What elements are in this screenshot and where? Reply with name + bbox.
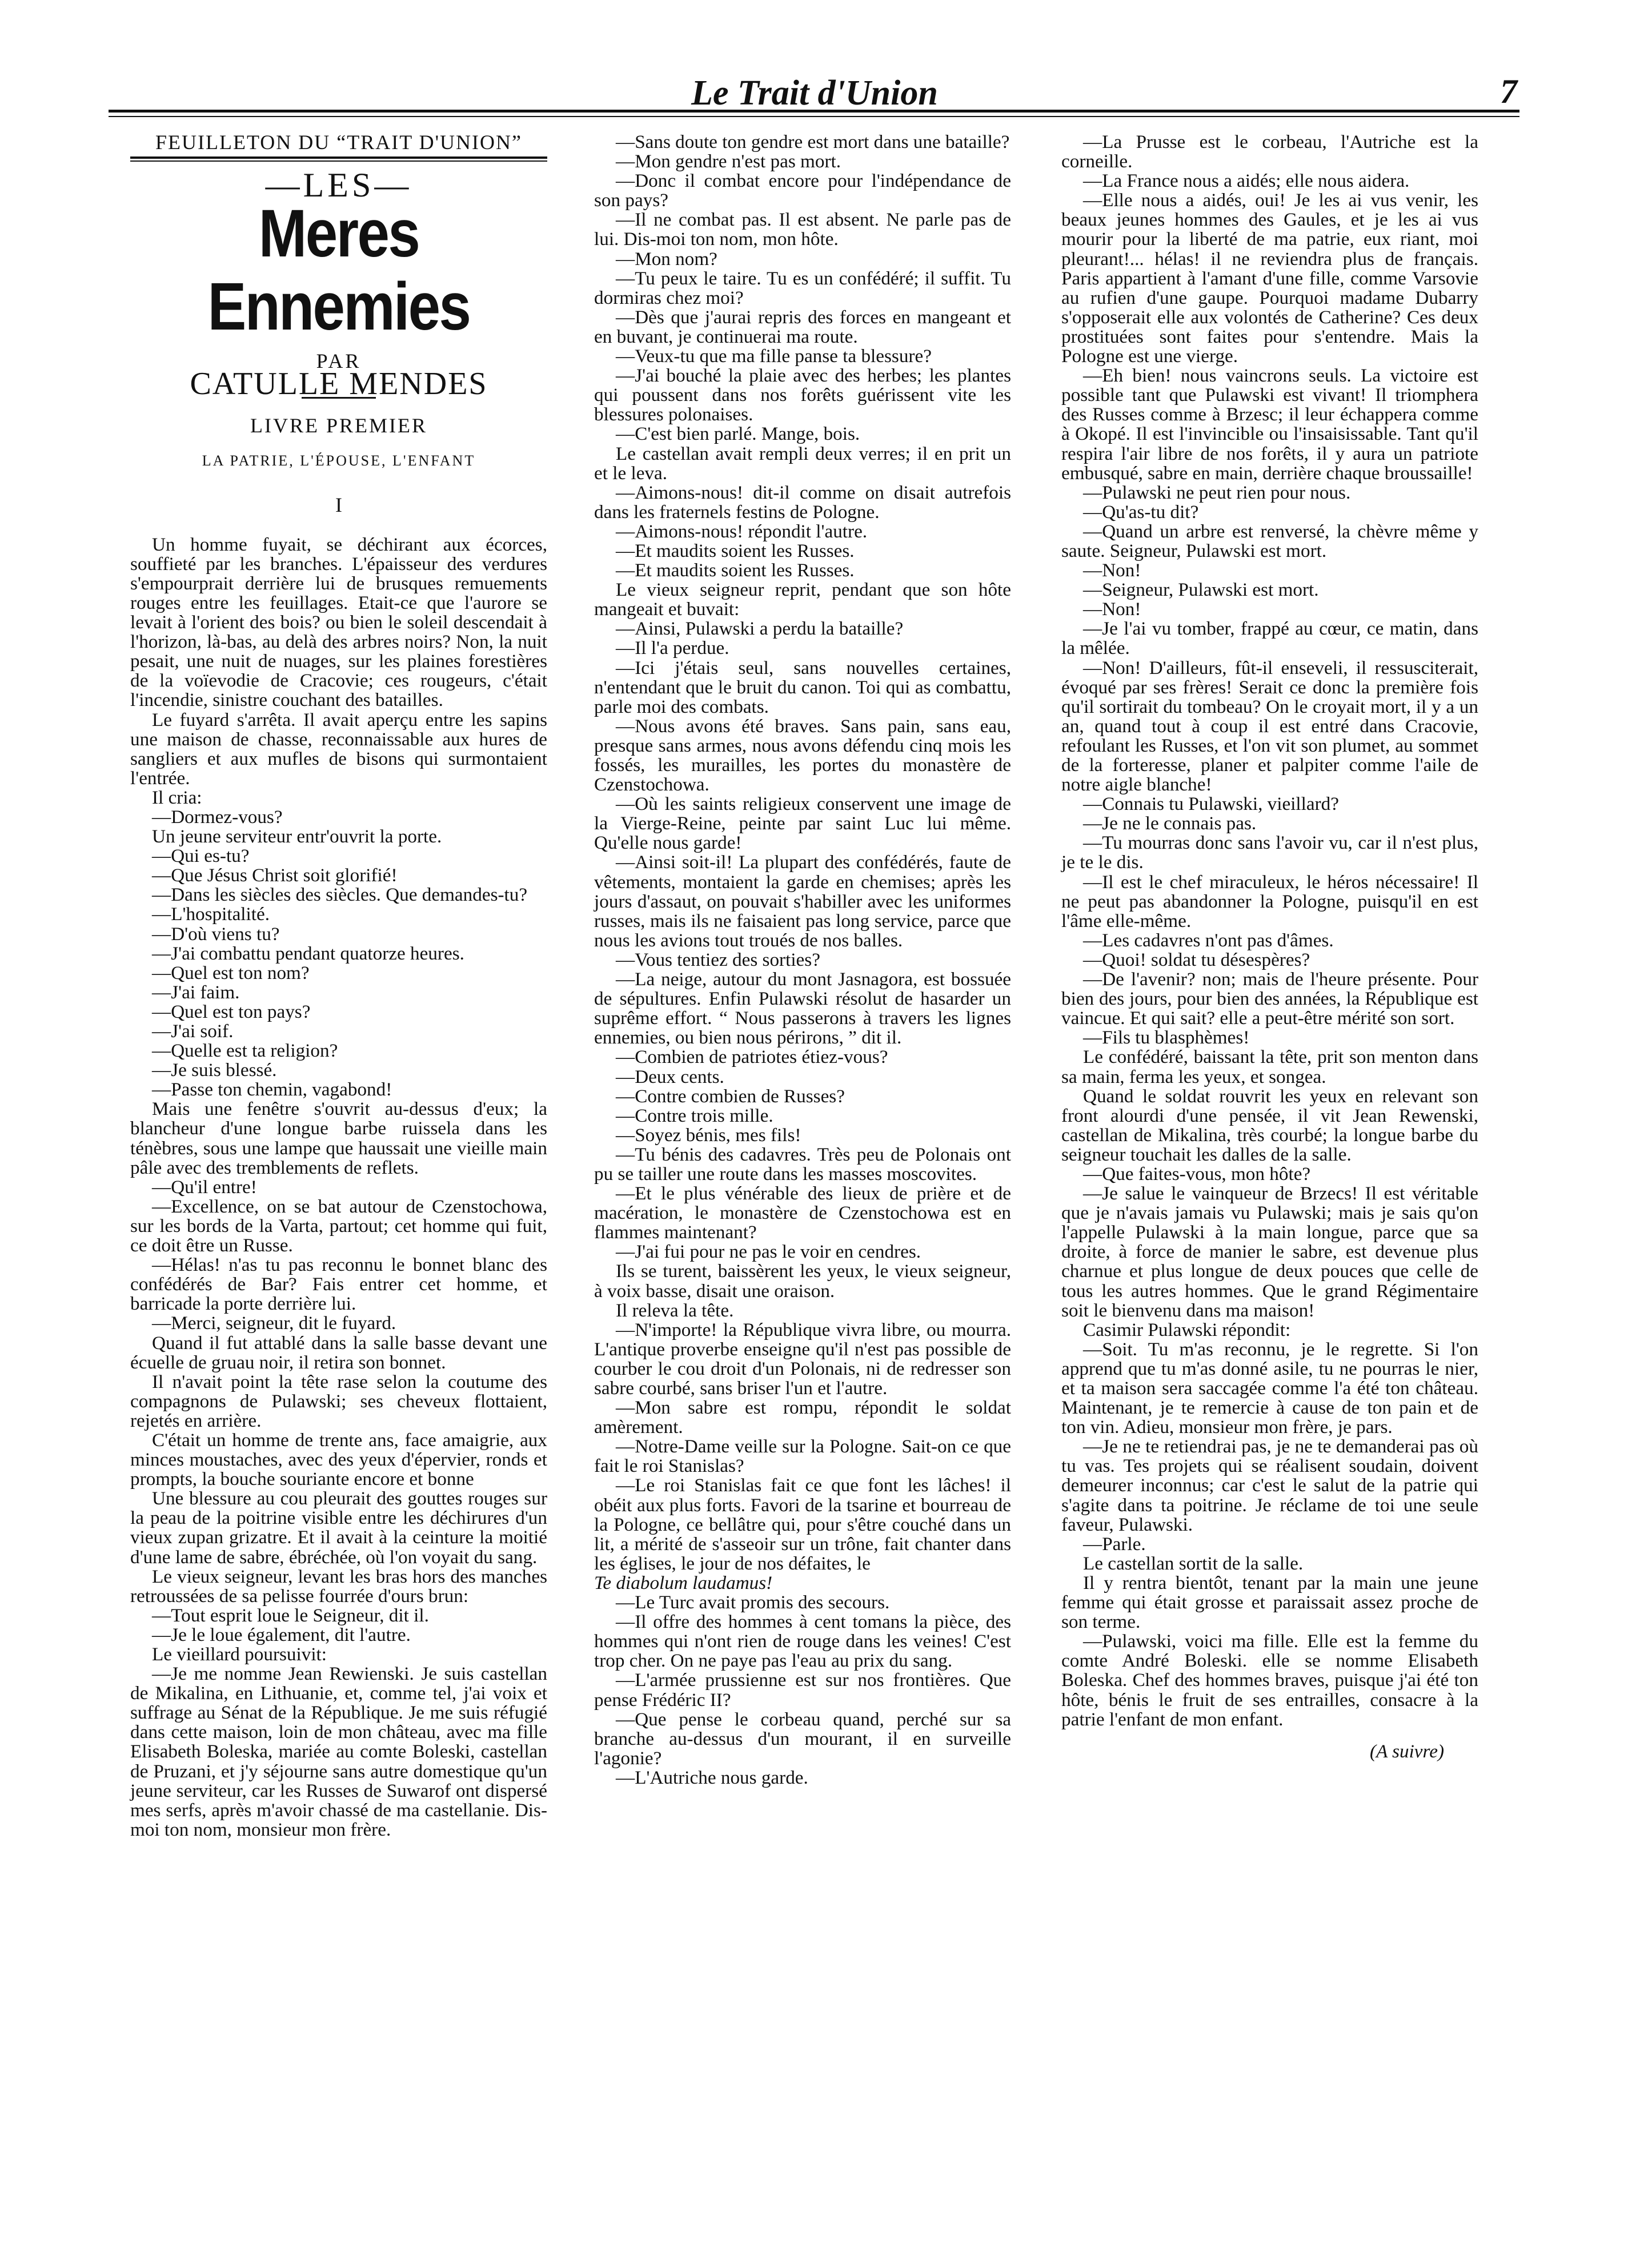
paragraph: Quand le soldat rouvrit les yeux en relevant son front alourdi d'une pensée, il vit Jean Rewenski, castellan de Mikalina, très courbé; la longue barbe du seigneur touchait les dalles de la salle. <box>1061 1085 1478 1165</box>
column-1-body <box>130 535 547 1840</box>
column-3-body <box>1061 133 1478 1729</box>
paragraph: —Soyez bénis, mes fils! <box>616 1124 801 1146</box>
paragraph: —Et le plus vénérable des lieux de prière et de macération, le monastère de Czenstochowa est en flammes maintenant? <box>594 1183 1011 1243</box>
paragraph: —Je me nomme Jean Rewienski. Je suis castellan de Mikalina, en Lithuanie, et, comme tel, j'ai voix et suffrage au Sénat de la République. Je me suis réfugié dans cette maison, loin de mon château, avec ma fille Elisabeth Boleska, mariée au comte Boleski, castellan de Pruzani, et j'y séjourne sans autre domestique qu'un jeune serviteur, car les Russes de Suwarof ont dispersé mes serfs, après m'avoir chassé de ma castellanie. Dis-moi ton nom, monsieur mon frère. <box>130 1663 547 1840</box>
paragraph: —J'ai soif. <box>152 1021 234 1042</box>
paragraph: —Pulawski, voici ma fille. Elle est la femme du comte André Boleski. elle se nomme Elisabeth Boleska. Chef des hommes braves, puisque j'ai été ton hôte, bénis le fruit de ses entrailles, consacre à la patrie l'enfant de mon enfant. <box>1061 1631 1478 1730</box>
paragraph: Un homme fuyait, se déchirant aux écorces, souffieté par les branches. L'épaisseur des verdures s'empourprait derrière lui de brusques remuements rouges entre les feuillages. Etait-ce que l'aurore se levait à l'orient des bois? ou bien le soleil descendait à l'horizon, là-bas, au delà des arbres noirs? Non, la nuit pesait, une nuit de nuages, sur les plaines forestières de la voïevodie de Cracovie; ces rougeurs, c'était l'incendie, sinistre couchant des batailles. <box>130 533 547 711</box>
paragraph: —Connais tu Pulawski, vieillard? <box>1083 793 1339 815</box>
paragraph: —Je ne te retiendrai pas, je ne te demanderai pas où tu vas. Tes projets qui se réalisent soudain, doivent demeurer inconnus; car c'est le salut de la patrie qui s'agite dans ta poitrine. Je réclame de toi une seule faveur, Pulawski. <box>1061 1436 1478 1535</box>
paragraph: Te diabolum laudamus! <box>594 1572 773 1593</box>
column-2 <box>594 133 1011 1788</box>
paragraph: —L'Autriche nous garde. <box>616 1767 808 1788</box>
paragraph: —La Prusse est le corbeau, l'Autriche est la corneille. <box>1061 131 1478 172</box>
paragraph: —Passe ton chemin, vagabond! <box>152 1079 392 1101</box>
paragraph: —Combien de patriotes étiez-vous? <box>616 1046 888 1068</box>
paragraph: —Dans les siècles des siècles. Que demandes-tu? <box>152 884 528 906</box>
paragraph: —Notre-Dame veille sur la Pologne. Sait-on ce que fait le roi Stanislas? <box>594 1436 1011 1477</box>
running-title: Le Trait d'Union <box>691 74 938 113</box>
paragraph: —Tu mourras donc sans l'avoir vu, car il n'est plus, je te le dis. <box>1061 832 1478 873</box>
paragraph: —Hélas! n'as tu pas reconnu le bonnet blanc des confédérés de Bar? Fais entrer cet homme, et barricade la porte derrière lui. <box>130 1254 547 1315</box>
paragraph: —Deux cents. <box>616 1066 724 1087</box>
chapter-number: I <box>335 493 342 516</box>
paragraph: —Qu'as-tu dit? <box>1083 501 1199 523</box>
paragraph: —Je ne le connais pas. <box>1083 813 1257 834</box>
paragraph: —Non! <box>1083 560 1141 581</box>
paragraph: Ils se turent, baissèrent les yeux, le vieux seigneur, à voix basse, disait une oraison. <box>594 1261 1011 1302</box>
paragraph: —Et maudits soient les Russes. <box>616 560 855 581</box>
paragraph: —Contre trois mille. <box>616 1105 773 1126</box>
paragraph: —Qui es-tu? <box>152 845 250 867</box>
paragraph: —L'armée prussienne est sur nos frontières. Que pense Frédéric II? <box>594 1669 1011 1711</box>
paragraph: —Il l'a perdue. <box>616 637 729 659</box>
paragraph: —Aimons-nous! dit-il comme on disait autrefois dans les fraternels festins de Pologne. <box>594 481 1011 523</box>
header-rule <box>109 110 1519 113</box>
paragraph: —Dormez-vous? <box>152 806 283 828</box>
paragraph: —Pulawski ne peut rien pour nous. <box>1083 481 1351 503</box>
paragraph: —Contre combien de Russes? <box>616 1085 845 1107</box>
paragraph: —Non! D'ailleurs, fût-il enseveli, il ressusciterait, évoqué par ses frères! Serait ce donc la première fois qu'il sortirait du tombeau? On le croyait mort, il y a un an, quand tout à coup il est entré dans Cracovie, refoulant les Russes, et l'on vit son plumet, au sommet de la forteresse, planer et palpiter comme l'aile de notre aigle blanche! <box>1061 657 1478 796</box>
paragraph: —Tu bénis des cadavres. Très peu de Polonais ont pu se tailler une route dans les masses moscovites. <box>594 1143 1011 1185</box>
paragraph: —J'ai bouché la plaie avec des herbes; les plantes qui poussent dans nos forêts guérissent vite les blessures polonaises. <box>594 365 1011 425</box>
paragraph: —Mon sabre est rompu, répondit le soldat amèrement. <box>594 1397 1011 1438</box>
title-prefix: —LES— <box>265 166 412 204</box>
paragraph: —Il ne combat pas. Il est absent. Ne parle pas de lui. Dis-moi ton nom, mon hôte. <box>594 209 1011 250</box>
paragraph: —Qu'il entre! <box>152 1176 257 1198</box>
paragraph: —Eh bien! nous vaincrons seuls. La victoire est possible tant que Pulawski est vivant! Il triomphera des Russes comme à Brzesc; il leur échappera comme à Okopé. Il est l'invincible ou l'insaisissable. Tant qu'il respira l'air libre de nos forêts, il y aura un patriote embusqué, sabre en main, derrière chaque broussaille! <box>1061 365 1478 484</box>
paragraph: Le fuyard s'arrêta. Il avait aperçu entre les sapins une maison de chasse, reconnaissable aux hures de sangliers et aux mufles de bisons qui surmontaient l'entrée. <box>130 709 547 789</box>
paragraph: Casimir Pulawski répondit: <box>1083 1319 1291 1340</box>
paragraph: —Quoi! soldat tu désespères? <box>1083 949 1310 970</box>
paragraph: Le confédéré, baissant la tête, prit son menton dans sa main, ferma les yeux, et songea. <box>1061 1046 1478 1087</box>
paragraph: —Vous tentiez des sorties? <box>616 949 820 970</box>
paragraph: —Et maudits soient les Russes. <box>616 540 855 561</box>
paragraph: —Seigneur, Pulawski est mort. <box>1083 579 1319 601</box>
paragraph: —Il est le chef miraculeux, le héros nécessaire! Il ne peut pas abandonner la Pologne, puisqu'il en est l'âme elle-même. <box>1061 871 1478 932</box>
book-heading: LIVRE PREMIER <box>250 414 427 437</box>
paragraph: —Je salue le vainqueur de Brzecs! Il est véritable que je n'avais jamais vu Pulawski; mais je sais qu'on l'appelle Pulawski à la main longue, parce que sa droite, à force de manier le sabre, est devenue plus charnue et plus longue de deux pouces que celle de tous les autres hommes. Que le grand Régimentaire soit le bienvenu dans ma maison! <box>1061 1183 1478 1321</box>
paragraph: —Aimons-nous! répondit l'autre. <box>616 520 868 542</box>
paragraph: —Que faites-vous, mon hôte? <box>1083 1163 1311 1185</box>
paragraph: —Dès que j'aurai repris des forces en mangeant et en buvant, je continuerai ma route. <box>594 306 1011 347</box>
paragraph: —De l'avenir? non; mais de l'heure présente. Pour bien des jours, pour bien des années, la République est vaincue. Et qui sait? elle a peut-être mérité son sort. <box>1061 969 1478 1029</box>
paragraph: Une blessure au cou pleurait des gouttes rouges sur la peau de la poitrine visible entre les déchirures d'un vieux zupan grizatre. Et il avait à la ceinture la moitié d'une lame de sabre, ébréchée, où l'on voyait du sang. <box>130 1488 547 1568</box>
paragraph: —Veux-tu que ma fille panse ta blessure? <box>616 346 932 367</box>
author-name: CATULLE MENDES <box>190 366 488 402</box>
paragraph: —La neige, autour du mont Jasnagora, est bossuée de sépultures. Enfin Pulawski résolut de hasarder un suprême effort. “ Nous passerons à travers les lignes ennemies, ou bien nous périrons, ” dit il. <box>594 969 1011 1049</box>
paragraph: Le castellan sortit de la salle. <box>1083 1552 1304 1574</box>
paragraph: —Le roi Stanislas fait ce que font les lâches! il obéit aux plus forts. Favori de la tsarine et bourreau de la Pologne, ce bellâtre qui, pour s'être couché dans un lit, a mérité de s'asseoir sur un trône, fait chanter dans les églises, le jour de nos défaites, le <box>594 1475 1011 1574</box>
paragraph: Il y rentra bientôt, tenant par la main une jeune femme qui était grosse et paraissait assez proche de son terme. <box>1061 1572 1478 1633</box>
paragraph: —Les cadavres n'ont pas d'âmes. <box>1083 929 1334 951</box>
paragraph: —Tu peux le taire. Tu es un confédéré; il suffit. Tu dormiras chez moi? <box>594 267 1011 308</box>
paragraph: Un jeune serviteur entr'ouvrit la porte. <box>152 826 442 848</box>
paragraph: —Ici j'étais seul, sans nouvelles certaines, n'entendant que le bruit du canon. Toi qui as combattu, parle moi des combats. <box>594 657 1011 717</box>
paragraph: —Où les saints religieux conservent une image de la Vierge-Reine, peinte par saint Luc lui même. Qu'elle nous garde! <box>594 793 1011 854</box>
paragraph: —Tout esprit loue le Seigneur, dit il. <box>152 1604 429 1626</box>
paragraph: Quand il fut attablé dans la salle basse devant une écuelle de gruau noir, il retira son bonnet. <box>130 1332 547 1373</box>
paragraph: —Non! <box>1083 599 1141 620</box>
paragraph: —Soit. Tu m'as reconnu, je le regrette. Si l'on apprend que tu m'as donné asile, tu ne pourras le nier, et ta maison sera saccagée comme l'a été ton château. Maintenant, je te remercie à cause de ton pain et de ton vin. Adieu, monsieur mon frère, je pars. <box>1061 1338 1478 1438</box>
paragraph: —Quel est ton pays? <box>152 1001 311 1022</box>
page-header <box>112 64 1517 113</box>
paragraph: —Ainsi, Pulawski a perdu la bataille? <box>616 618 904 640</box>
paragraph: Le vieux seigneur reprit, pendant que son hôte mangeait et buvait: <box>594 579 1011 620</box>
paragraph: —La France nous a aidés; elle nous aidera. <box>1083 170 1410 192</box>
feuilleton-rule-thin <box>130 160 547 162</box>
paragraph: —Que pense le corbeau quand, perché sur sa branche au-dessus d'un mourant, il en surveille l'agonie? <box>594 1708 1011 1769</box>
byline-par: PAR <box>316 350 362 373</box>
paragraph: —Elle nous a aidés, oui! Je les ai vus venir, les beaux jeunes hommes des Gaules, et je les ai vus mourir pour la liberté de ma patrie, eux riant, moi pleurant!... hélas! il ne reviendra plus de français. Paris appartient à l'amant d'une fille, comme Varsovie au rufien d'une gaupe. Pourquoi madame Dubarry s'opposerait elle aux volontés de Catherine? Ces deux prostituées sont faites pour s'entendre. Mais la Pologne est une vierge. <box>1061 190 1478 367</box>
paragraph: —Je le loue également, dit l'autre. <box>152 1624 411 1645</box>
paragraph: —Ainsi soit-il! La plupart des confédérés, faute de vêtements, montaient la garde en chemises; après les jours d'assaut, on pouvait s'habiller avec les uniformes russes, mais ils ne faisaient pas long service, parce que nous les avions tout troués de nos balles. <box>594 852 1011 951</box>
story-title: Meres Ennemies <box>207 196 470 345</box>
paragraph: —Je l'ai vu tomber, frappé au cœur, ce matin, dans la mêlée. <box>1061 618 1478 659</box>
paragraph: —Quelle est ta religion? <box>152 1040 338 1062</box>
paragraph: —Donc il combat encore pour l'indépendance de son pays? <box>594 170 1011 211</box>
paragraph: —Quand un arbre est renversé, la chèvre même y saute. Seigneur, Pulawski est mort. <box>1061 520 1478 561</box>
feuilleton-label: FEUILLETON DU “TRAIT D'UNION” <box>155 131 523 154</box>
paragraph: Il n'avait point la tête rase selon la coutume des compagnons de Pulawski; ses cheveux flottaient, rejetés en arrière. <box>130 1371 547 1431</box>
paragraph: —Parle. <box>1083 1533 1146 1555</box>
paragraph: —Sans doute ton gendre est mort dans une bataille? <box>616 131 1010 152</box>
column-3 <box>1061 133 1478 1761</box>
paragraph: —Je suis blessé. <box>152 1059 277 1081</box>
paragraph: —J'ai combattu pendant quatorze heures. <box>152 942 464 964</box>
continued-note: (A suivre) <box>1370 1740 1444 1762</box>
paragraph: —Que Jésus Christ soit glorifié! <box>152 865 398 886</box>
paragraph: —Fils tu blasphèmes! <box>1083 1027 1250 1049</box>
paragraph: Le vieillard poursuivit: <box>152 1644 327 1665</box>
book-subtitle: LA PATRIE, L'ÉPOUSE, L'ENFANT <box>202 452 476 469</box>
paragraph: —D'où viens tu? <box>152 923 280 945</box>
paragraph: —Mon nom? <box>616 248 717 270</box>
paragraph: —N'importe! la République vivra libre, ou mourra. L'antique proverbe enseigne qu'il n'est pas possible de courber le cou droit d'un Polonais, ni de redresser son sabre courbé, sans briser l'un et l'autre. <box>594 1319 1011 1399</box>
paragraph: —J'ai faim. <box>152 981 240 1003</box>
paragraph: Le vieux seigneur, levant les bras hors des manches retroussées de sa pelisse fourrée d'ours brun: <box>130 1565 547 1607</box>
column-2-body <box>594 133 1011 1788</box>
paragraph: —Nous avons été braves. Sans pain, sans eau, presque sans armes, nous avons défendu cinq mois les fossés, les murailles, les portes du monastère de Czenstochowa. <box>594 715 1011 796</box>
paragraph: —C'est bien parlé. Mange, bois. <box>616 423 860 445</box>
header-rule-thin <box>109 116 1519 117</box>
paragraph: Mais une fenêtre s'ouvrit au-dessus d'eux; la blancheur d'une longue barbe ruissela dans les ténèbres, sous une lampe que haussait une vieille main pâle avec des tremblements de reflets. <box>130 1098 547 1178</box>
paragraph: C'était un homme de trente ans, face amaigrie, aux minces moustaches, avec des yeux d'épervier, ronds et prompts, la bouche souriante encore et bonne <box>130 1429 547 1490</box>
paragraph: —Merci, seigneur, dit le fuyard. <box>152 1312 396 1334</box>
paragraph: Le castellan avait rempli deux verres; il en prit un et le leva. <box>594 443 1011 484</box>
feuilleton-rule <box>130 156 547 159</box>
paragraph: —J'ai fui pour ne pas le voir en cendres. <box>616 1241 921 1263</box>
paragraph: —Il offre des hommes à cent tomans la pièce, des hommes qui n'ont rien de rouge dans les veines! C'est trop cher. On ne paye pas l'eau au prix du sang. <box>594 1611 1011 1672</box>
paragraph: Il releva la tête. <box>616 1299 734 1321</box>
paragraph: —Mon gendre n'est pas mort. <box>616 151 841 172</box>
page-number: 7 <box>1500 73 1517 110</box>
paragraph: —L'hospitalité. <box>152 904 270 925</box>
column-1 <box>130 133 547 1840</box>
paragraph: —Le Turc avait promis des secours. <box>616 1592 890 1613</box>
paragraph: Il cria: <box>152 786 202 808</box>
paragraph: —Quel est ton nom? <box>152 962 310 984</box>
paragraph: —Excellence, on se bat autour de Czenstochowa, sur les bords de la Varta, partout; cet homme qui fuit, ce doit être un Russe. <box>130 1195 547 1257</box>
